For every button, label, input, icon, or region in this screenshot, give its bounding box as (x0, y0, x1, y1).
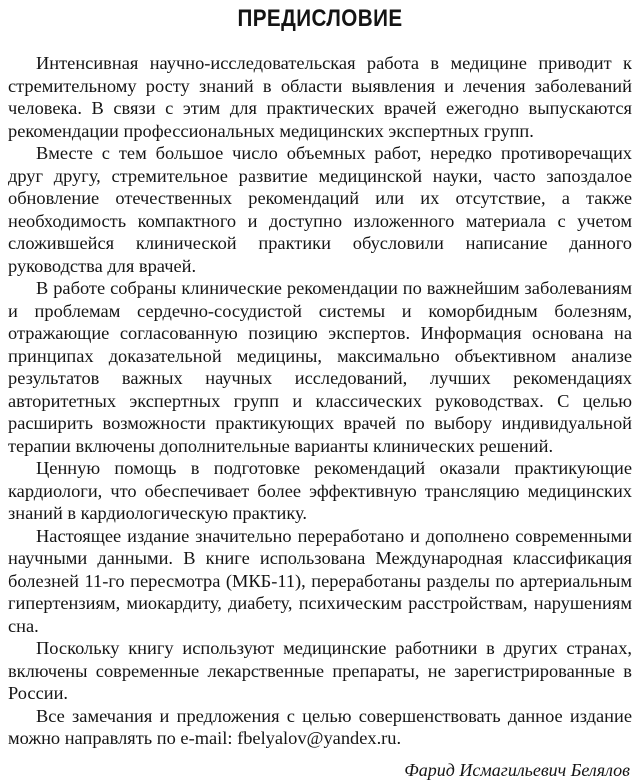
author-signature: Фарид Исмагильевич Белялов (404, 759, 630, 780)
paragraph-5: Настоящее издание значительно переработано и дополнено современными научными данными. В книге использована Международная классификация болезней 11-го пересмотра (МКБ-11), переработаны разделы по артериальным гипертензиям, миокардиту, диабету, психическим расстройствам, нарушениям сна. (8, 525, 632, 636)
paragraph-2: Вместе с тем большое число объемных работ, нередко противоречащих друг другу, стремительное развитие медицинской науки, часто запоздалое обновление отечественных рекомендаций или их отсутствие, а также необходимость компактного и доступно изложенного материала с учетом сложившейся клинической практики обусловили написание данного руководства для врачей. (8, 143, 632, 276)
paragraph-1: Интенсивная научно-исследовательская работа в медицине приводит к стремительному росту знаний в области выявления и лечения заболеваний человека. В связи с этим для практических врачей ежегодно выпускаются рекомендации профессиональных медицинских экспертных групп. (8, 53, 632, 141)
paragraph-3: В работе собраны клинические рекомендации по важнейшим заболеваниям и проблемам сердечно-сосудистой системы и коморбидным болезням, отражающие согласованную позицию экспертов. Информация основана на принципах доказательной медицины, максимально объективном анализе результатов важных научных исследований, лучших рекомендациях авторитетных экспертных групп и классических руководствах. С целью расширить возможности практикующих врачей по выбору индивидуальной терапии включены дополнительные варианты клинических решений. (8, 278, 632, 456)
page-title: ПРЕДИСЛОВИЕ (237, 5, 403, 32)
paragraph-4: Ценную помощь в подготовке рекомендаций оказали практикующие кардиологи, что обеспечивает более эффективную трансляцию медицинских знаний в кардиологическую практику. (8, 458, 632, 523)
paragraph-7: Все замечания и предложения с целью совершенствовать данное издание можно направлять по e-mail: fbelyalov@yandex.ru. (8, 705, 632, 748)
preface-body (8, 52, 632, 750)
paragraph-6: Поскольку книгу используют медицинские работники в других странах, включены современные лекарственные препараты, не зарегистрированные в России. (8, 638, 632, 703)
